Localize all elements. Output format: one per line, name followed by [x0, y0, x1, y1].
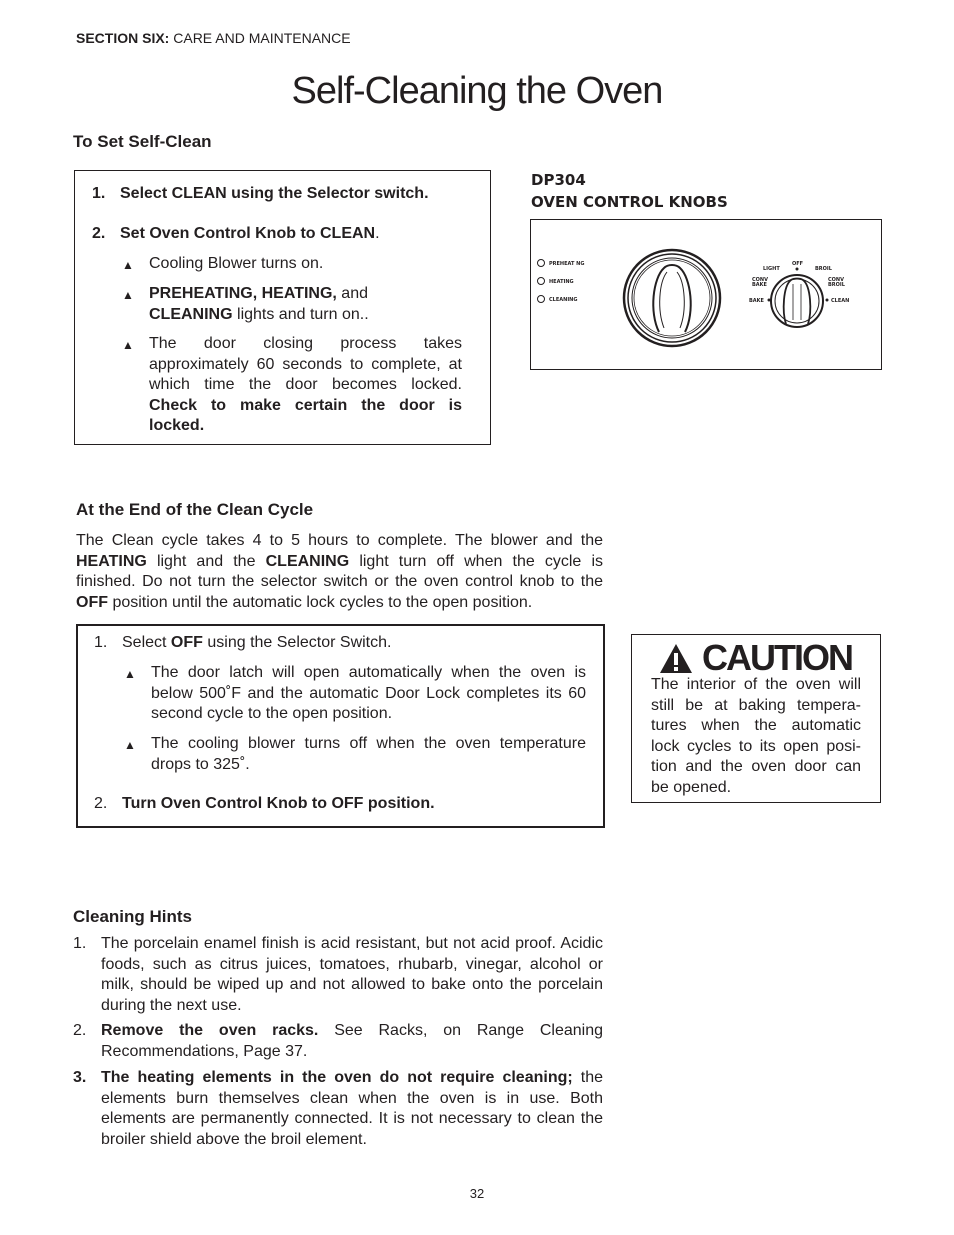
indicator-lights: [538, 260, 585, 304]
figure-model: DP304: [531, 171, 586, 189]
figure-caption: [531, 169, 728, 213]
triangle-bullet-icon: ▲: [122, 258, 134, 272]
page-title: Self-Cleaning the Oven: [291, 70, 663, 112]
page-number: 32: [469, 1186, 485, 1201]
triangle-bullet-icon: ▲: [124, 667, 136, 681]
hint-text: The porcelain enamel finish is acid resistant, but not acid proof. Acidic foods, such as citrus juices, tomatoes, rhubarb, vinegar, alcohol or milk, should be wiped up and not allowed to bake onto the porcelain during the next use.: [101, 935, 603, 1014]
oven-control-knobs-figure: [530, 219, 882, 370]
self-clean-bullet-2: [122, 284, 462, 325]
selector-label-clean: CLEAN: [831, 298, 850, 304]
hint-item-2: [73, 1021, 603, 1062]
hint-number: 1.: [73, 935, 87, 952]
oven-control-knob: [624, 250, 720, 346]
selector-label-light: LIGHT: [763, 266, 780, 272]
heading-set-self-clean: To Set Self-Clean: [73, 132, 212, 151]
hint-item-1: [73, 934, 603, 1016]
step-text: Select OFF using the Selector Switch.: [122, 634, 392, 651]
self-clean-bullet-1: [122, 254, 462, 275]
step-text: Select CLEAN using the Selector switch.: [120, 185, 429, 202]
hint-number: 2.: [73, 1022, 87, 1039]
selector-label-conv: CONV: [828, 277, 844, 283]
knobs-illustration: [531, 220, 881, 369]
heading-cleaning-hints: Cleaning Hints: [73, 907, 193, 926]
hint-text: Remove the oven racks. See Racks, on Range Cleaning Recommendations, Page 37.: [101, 1022, 603, 1060]
selector-switch: [749, 261, 849, 327]
caution-text: The interior of the oven will still be at baking tempera- tures when the automatic lock cycles to its open posi- tion and the oven door can be opened.: [651, 676, 861, 796]
selector-label-off: OFF: [792, 261, 804, 267]
indicator-light-icon: [538, 296, 545, 303]
section-label-rest: CARE AND MAINTENANCE: [169, 30, 351, 46]
end-cycle-bullet-1: [124, 663, 586, 725]
indicator-label-cleaning: CLEANING: [549, 297, 578, 303]
step-text: Turn Oven Control Knob to OFF position.: [122, 795, 435, 812]
end-cycle-bullet-2: [124, 734, 586, 775]
self-clean-bullet-3: [122, 334, 462, 437]
step-number: 2.: [94, 795, 108, 812]
bullet-text: PREHEATING, HEATING, and CLEANING lights and turn on..: [149, 285, 369, 323]
bullet-text: Cooling Blower turns on.: [149, 255, 324, 272]
triangle-bullet-icon: ▲: [124, 738, 136, 752]
step-number: 2.: [92, 225, 106, 242]
selector-label-broil: BROIL: [815, 266, 832, 272]
bullet-text: The door closing process takes approximately 60 seconds to complete, at which time the door becomes locked. Check to make certain the door is locked.: [149, 335, 462, 434]
indicator-light-icon: [538, 260, 545, 267]
caution-heading: CAUTION: [702, 637, 852, 678]
bullet-text: The cooling blower turns off when the oven temperature drops to 325˚.: [151, 735, 586, 773]
step-number: 1.: [92, 185, 106, 202]
indicator-label-preheating: PREHEAT NG: [549, 261, 585, 267]
bullet-text: The door latch will open automatically when the oven is below 500˚F and the automatic Door Lock completes its 60 second cycle to the open position.: [151, 664, 586, 722]
hint-text: The heating elements in the oven do not require cleaning; the elements burn themselves clean when the oven is in use. Both elements are permanently connected. It is not necessary to clean the broiler shield above the broil element.: [101, 1069, 604, 1148]
end-cycle-paragraph: The Clean cycle takes 4 to 5 hours to complete. The blower and the HEATING light and the CLEANING light turn off when the cycle is finished. Do not turn the selector switch or the oven control knob to the OFF position until the automatic lock cycles to the open position.: [76, 532, 603, 611]
indicator-light-icon: [538, 278, 545, 285]
warning-triangle-icon: [659, 643, 693, 674]
hint-number: 3.: [73, 1069, 87, 1086]
selector-label-bake: BAKE: [752, 282, 767, 288]
caution-box: [631, 634, 881, 803]
self-clean-steps-box: [74, 170, 491, 445]
indicator-label-heating: HEATING: [549, 279, 574, 285]
step-number: 1.: [94, 634, 108, 651]
section-label: [76, 30, 351, 46]
step-text-tail: .: [375, 225, 380, 242]
step-text: Set Oven Control Knob to CLEAN: [120, 225, 376, 242]
triangle-bullet-icon: ▲: [122, 338, 134, 352]
heading-end-clean-cycle: At the End of the Clean Cycle: [76, 500, 314, 519]
selector-label-broil: BROIL: [828, 282, 845, 288]
triangle-bullet-icon: ▲: [122, 288, 134, 302]
selector-label-conv: CONV: [752, 277, 768, 283]
figure-title: OVEN CONTROL KNOBS: [531, 193, 728, 211]
hint-item-3: [73, 1068, 603, 1150]
end-cycle-steps-box: [76, 624, 605, 828]
section-label-bold: SECTION SIX:: [76, 30, 170, 46]
selector-label-bake-position: BAKE: [749, 298, 764, 304]
